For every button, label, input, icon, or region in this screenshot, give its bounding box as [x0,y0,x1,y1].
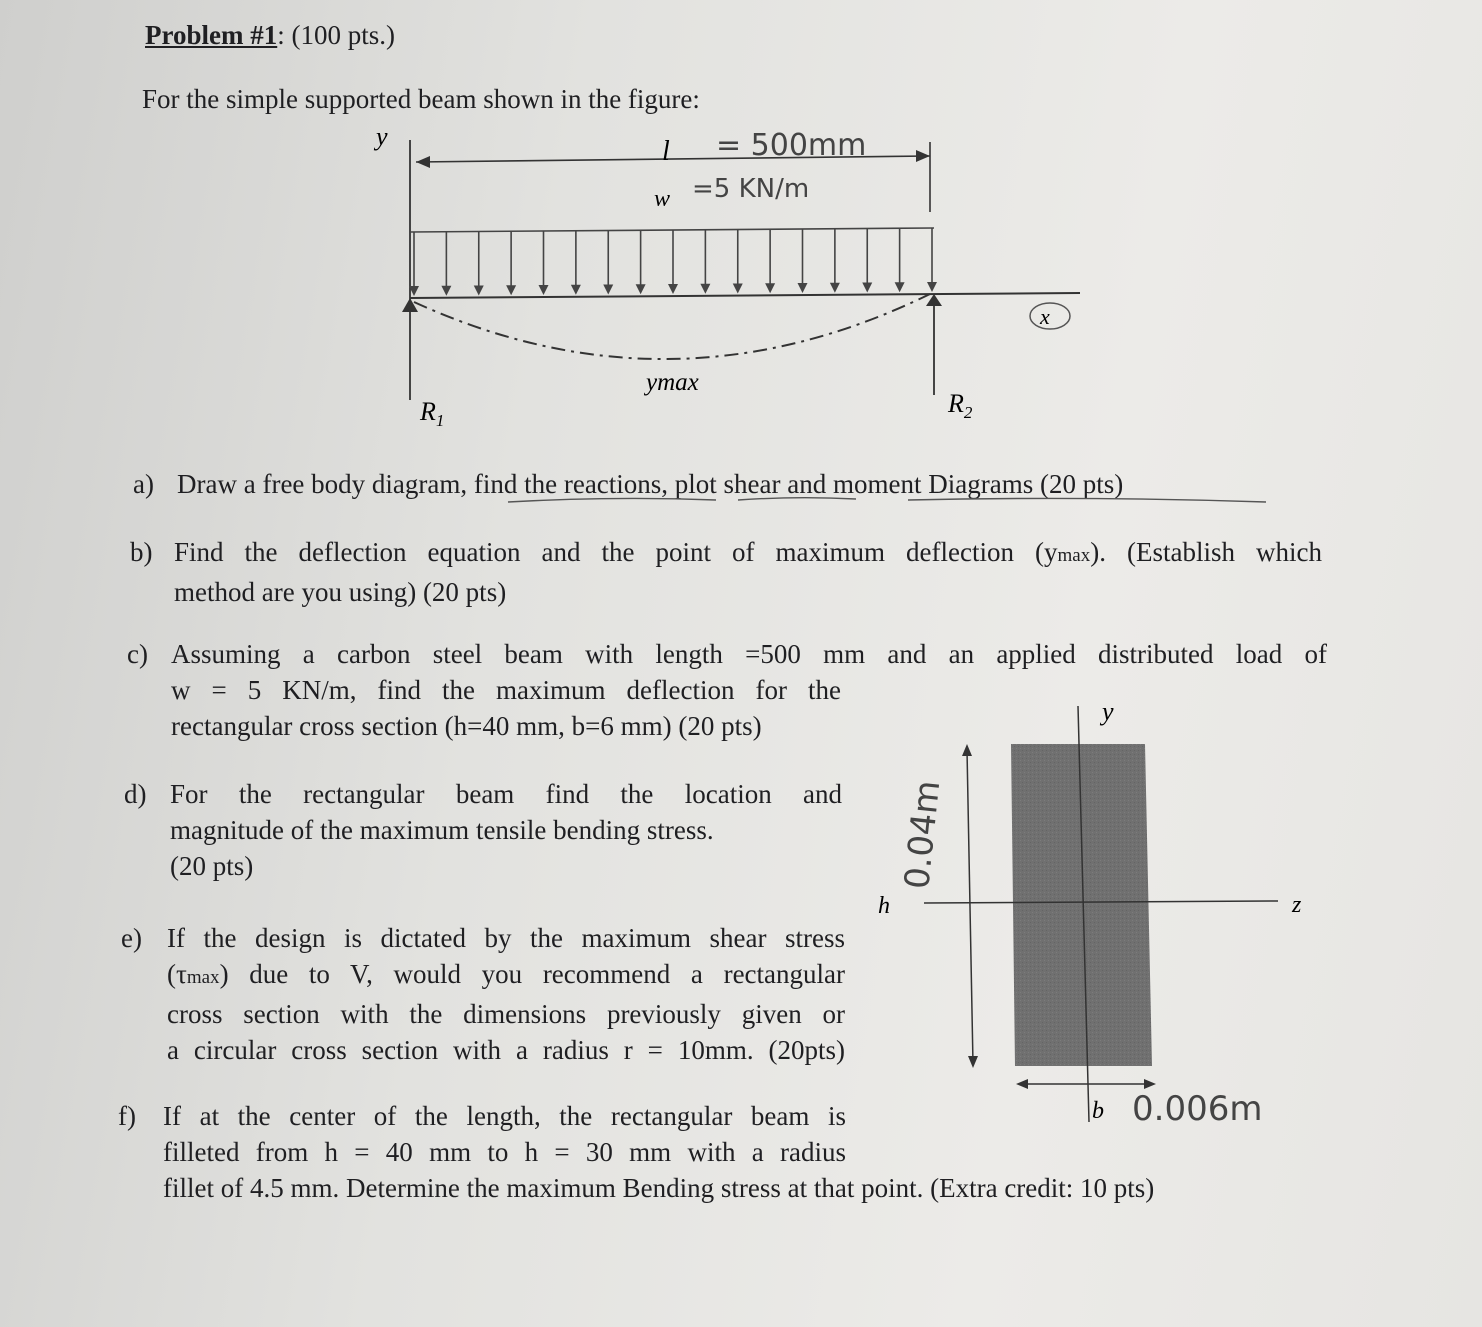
question-d-label: d) [124,779,147,809]
cross-section-tint [1011,744,1152,1066]
question-d-line2: magnitude of the maximum tensile bending stress. [170,815,714,845]
question-c-line3: rectangular cross section (h=40 mm, b=6 mm) (20 pts) [171,711,762,741]
question-b-line2: method are you using) (20 pts) [174,577,507,607]
question-a-label: a) [133,469,154,499]
beam-axis-y-label: y [376,122,388,151]
question-e-line3: cross section with the dimensions previously given or [167,999,845,1029]
width-note: 0.006m [1132,1089,1263,1129]
beam-axis-x-label: x [1040,304,1050,329]
section-axis-z-label: z [1292,892,1302,918]
height-arrow-bottom [968,1056,978,1068]
load-symbol: w [654,186,671,212]
question-b-label: b) [130,537,153,567]
problem-label: Problem #1 [145,20,278,50]
question-a-text: Draw a free body diagram, find the reactions, plot shear and moment Diagrams (20 pts) [177,469,1124,499]
question-f-line3: fillet of 4.5 mm. Determine the maximum Bending stress at that point. (Extra credit: 10 pts) [163,1173,1155,1203]
question-c-label: c) [127,639,148,669]
length-note: = 500mm [716,128,867,163]
question-b-line1: Find the deflection equation and the point of maximum deflection (ymax). (Establish which [174,537,1323,567]
question-f-line1: If at the center of the length, the rectangular beam is [163,1101,846,1131]
question-e-line1: If the design is dictated by the maximum shear stress [167,923,845,953]
reaction-right-label: $R_2$ [948,389,973,422]
question-e-label: e) [121,923,142,953]
height-note: 0.04m [897,778,949,891]
problem-points: : (100 pts.) [277,20,395,50]
section-axis-y-label: y [1102,697,1114,726]
height-arrow-top [962,744,972,756]
question-d-line3: (20 pts) [170,851,254,881]
question-f-label: f) [118,1101,136,1131]
question-e-line4: a circular cross section with a radius r = 10mm. (20pts) [167,1035,845,1065]
height-label: h [878,893,890,919]
width-arrow-left [1016,1079,1028,1089]
width-arrow-right [1144,1079,1156,1089]
length-symbol: l [662,136,670,167]
question-d-line1: For the rectangular beam find the location and [170,779,842,809]
question-c-line1: Assuming a carbon steel beam with length =500 mm and an applied distributed load of [171,639,1327,669]
question-c-line2: w = 5 KN/m, find the maximum deflection for the [171,675,841,705]
ymax-label: ymax [646,369,699,396]
height-dimension-line [967,750,973,1064]
section-z-axis [924,901,1278,903]
reaction-left-label: $R_1$ [420,397,445,430]
question-e-line2: (τmax) due to V, would you recommend a rectangular [167,959,845,989]
load-note: =5 KN/m [692,174,810,204]
intro-text: For the simple supported beam shown in the figure: [142,84,700,114]
question-f-line2: filleted from h = 40 mm to h = 30 mm with a radius [163,1137,846,1167]
width-label: b [1092,1098,1104,1124]
